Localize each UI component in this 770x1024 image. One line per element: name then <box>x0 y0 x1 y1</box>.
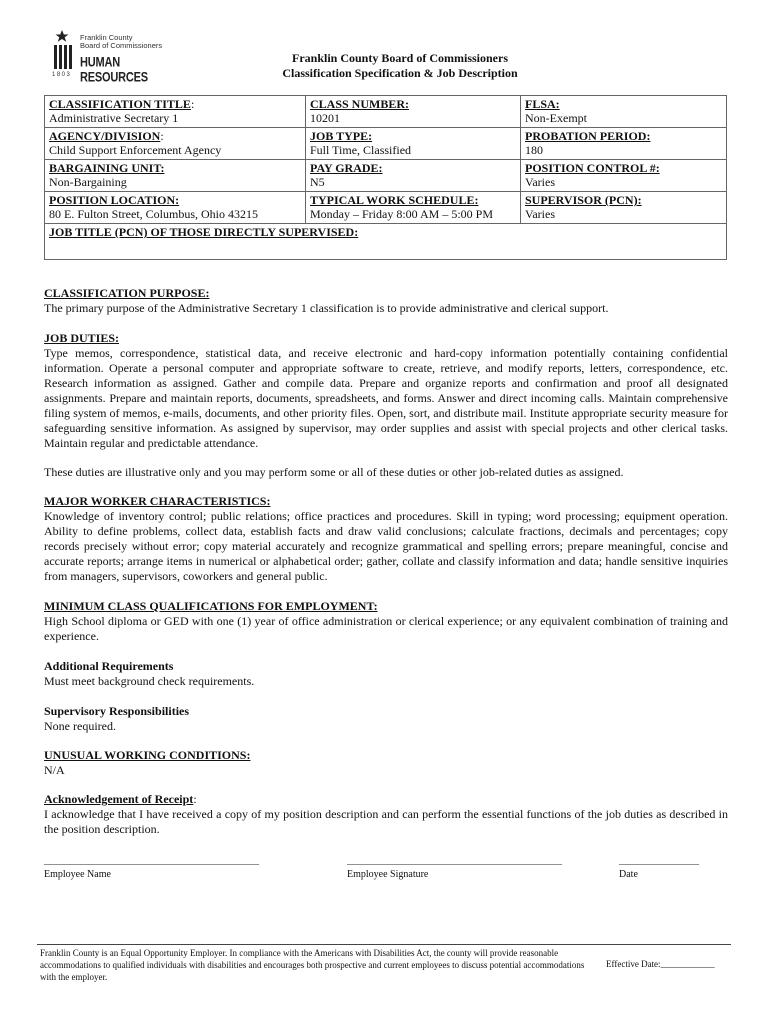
schedule-value: Monday – Friday 8:00 AM – 5:00 PM <box>310 207 494 221</box>
class-number-value: 10201 <box>310 111 340 125</box>
supervisor-cell <box>521 192 727 224</box>
unusual-section <box>44 748 728 778</box>
duties-section <box>44 331 728 451</box>
purpose-heading: CLASSIFICATION PURPOSE: <box>44 286 210 300</box>
unusual-text: N/A <box>44 763 65 777</box>
agency-cell: AGENCY/DIVISION: Child Support Enforcement Agency <box>45 128 306 160</box>
position-control-value: Varies <box>525 175 555 189</box>
class-number-cell <box>306 96 521 128</box>
qualifications-section <box>44 599 728 644</box>
pay-grade-label: PAY GRADE: <box>310 161 383 175</box>
job-type-value: Full Time, Classified <box>310 143 412 157</box>
position-control-cell <box>521 160 727 192</box>
effective-date <box>606 959 715 969</box>
agency-value: Child Support Enforcement Agency <box>49 143 222 157</box>
document-title: Franklin County Board of Commissioners <box>291 51 509 65</box>
acknowledgement-colon: : <box>193 792 197 806</box>
unusual-heading: UNUSUAL WORKING CONDITIONS: <box>44 748 251 762</box>
characteristics-heading: MAJOR WORKER CHARACTERISTICS: <box>44 494 271 508</box>
purpose-text: The primary purpose of the Administrative Secretary 1 classification is to provide administrative and clerical support. <box>44 301 609 315</box>
table-row <box>45 224 727 260</box>
agency-label: AGENCY/DIVISION <box>49 129 161 143</box>
probation-cell <box>521 128 727 160</box>
flsa-label: FLSA: <box>525 97 560 111</box>
supervisory-text: None required. <box>44 719 116 733</box>
duties-note: These duties are illustrative only and you may perform some or all of these duties or other job-related duties as assigned. <box>44 465 624 479</box>
employee-signature-label: Employee Signature <box>347 869 429 880</box>
duties-note-section <box>44 465 728 480</box>
date-line[interactable]: ________________ <box>619 855 699 866</box>
footer-eeo-statement: Franklin County is an Equal Opportunity Employer. In compliance with the Americans with Disabilities Act, the county will provide reasonable accommodations to qualified individuals with disabilities and encourages both prospective and current employees to discuss potential accommodations with the employer. <box>40 948 585 982</box>
supervisor-value: Varies <box>525 207 555 221</box>
document-subtitle: Classification Specification & Job Description <box>282 66 518 80</box>
classification-title-cell: CLASSIFICATION TITLE: Administrative Secretary 1 <box>45 96 306 128</box>
employee-name-line[interactable]: ___________________________________________ <box>44 855 259 866</box>
supervisory-heading: Supervisory Responsibilities <box>44 704 190 718</box>
probation-value: 180 <box>525 143 543 157</box>
additional-heading: Additional Requirements <box>44 659 174 673</box>
class-number-label: CLASS NUMBER: <box>310 97 410 111</box>
employee-name-label: Employee Name <box>44 869 111 880</box>
location-label: POSITION LOCATION: <box>49 193 180 207</box>
logo-line-2: Board of Commissioners <box>80 41 163 50</box>
supervised-cell <box>45 224 727 260</box>
employee-signature-line[interactable]: ___________________________________________ <box>347 855 562 866</box>
bargaining-value: Non-Bargaining <box>49 175 127 189</box>
date-label: Date <box>619 869 638 880</box>
logo-year: 1803 <box>52 72 72 78</box>
schedule-label: TYPICAL WORK SCHEDULE: <box>310 193 479 207</box>
acknowledgement-section <box>44 792 728 837</box>
acknowledgement-heading: Acknowledgement of Receipt <box>44 792 194 806</box>
position-control-label: POSITION CONTROL #: <box>525 161 660 175</box>
purpose-section <box>44 286 728 316</box>
characteristics-text: Knowledge of inventory control; public relations; office practices and procedures. Skill in typing; word processing; equipment operation. Ability to define problems, collect data, establish facts and draw valid conclusions; calculate fractions, decimals and percentages; copy records precisely without error; copy material accurately and recognize grammatical and spelling errors; prepare meaningful, concise and accurate reports; arrange items in numerical or alphabetical order; gather, collate and classify information and data; handle sensitive inquiries from managers, supervisors, coworkers and general public. <box>44 509 728 583</box>
supervisory-section <box>44 704 728 734</box>
table-row <box>45 96 727 128</box>
classification-info-table <box>44 95 727 260</box>
bargaining-label: BARGAINING UNIT: <box>49 161 165 175</box>
duties-text: Type memos, correspondence, statistical data, and receive electronic and hard-copy information potentially containing confidential information. Operate a personal computer and appropriate software to create, retrieve, and modify reports, letters, correspondence, etc. Research information as assigned. Gather and compile data. Prepare and organize reports and confirmation and proof all designated assignments. Prepare and maintain reports, documents, spreadsheets, and forms. Answer and direct incoming calls. Maintain comprehensive filing system of memos, e-mails, documents, and other priority files. Open, sort, and distribute mail. Institute appropriate security measure for safeguarding sensitive information. As assigned by supervisor, may order supplies and assist with special projects and other clerical tasks. Maintain regular and predictable attendance. <box>44 346 728 450</box>
job-type-cell <box>306 128 521 160</box>
qualifications-text: High School diploma or GED with one (1) year of office administration or clerical experience; or any equivalent combination of training and experience. <box>44 614 728 643</box>
classification-title-value: Administrative Secretary 1 <box>49 111 179 125</box>
additional-section <box>44 659 728 689</box>
table-row <box>45 160 727 192</box>
location-value: 80 E. Fulton Street, Columbus, Ohio 43215 <box>49 207 259 221</box>
duties-heading: JOB DUTIES: <box>44 331 120 345</box>
table-row <box>45 128 727 160</box>
effective-date-label: Effective Date: <box>606 959 661 969</box>
logo-line-1: Franklin County <box>80 33 133 42</box>
supervised-label: JOB TITLE (PCN) OF THOSE DIRECTLY SUPERVISED: <box>49 225 359 239</box>
classification-title-label: CLASSIFICATION TITLE <box>49 97 191 111</box>
logo-brand: HUMAN RESOURCES <box>80 55 148 85</box>
pay-grade-cell <box>306 160 521 192</box>
additional-text: Must meet background check requirements. <box>44 674 255 688</box>
characteristics-section <box>44 494 728 584</box>
supervisor-label: SUPERVISOR (PCN): <box>525 193 642 207</box>
footer-divider <box>37 944 731 945</box>
flsa-cell <box>521 96 727 128</box>
acknowledgement-text: I acknowledge that I have received a copy of my position description and can perform the essential functions of the job duties as described in the position description. <box>44 807 728 836</box>
probation-label: PROBATION PERIOD: <box>525 129 651 143</box>
qualifications-heading: MINIMUM CLASS QUALIFICATIONS FOR EMPLOYMENT: <box>44 599 378 613</box>
job-type-label: JOB TYPE: <box>310 129 373 143</box>
pay-grade-value: N5 <box>310 175 325 189</box>
schedule-cell <box>306 192 521 224</box>
table-row <box>45 192 727 224</box>
location-cell <box>45 192 306 224</box>
bargaining-cell <box>45 160 306 192</box>
effective-date-blank[interactable]: ____________ <box>660 959 715 969</box>
flsa-value: Non-Exempt <box>525 111 587 125</box>
